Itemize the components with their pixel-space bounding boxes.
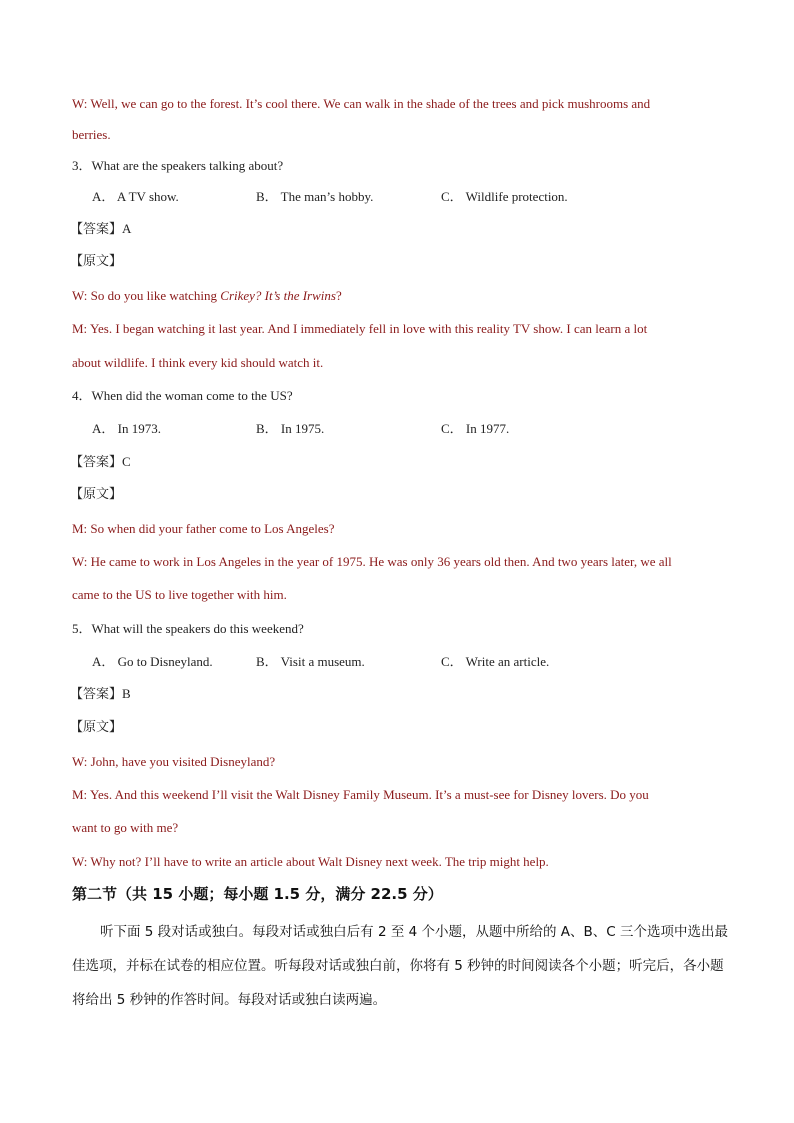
answer-tag (70, 686, 131, 703)
transcript-line: W: John, have you visited Disneyland? (72, 754, 276, 769)
transcript-line: about wildlife. I think every kid should watch it. (72, 355, 324, 370)
transcript-line: M: Yes. I began watching it last year. And I immediately fell in love with this reality TV show. I can learn a lot (72, 321, 648, 336)
question-4: 4．When did the woman come to the US? (72, 388, 293, 403)
transcript-line: W: Why not? I’ll have to write an article about Walt Disney next week. The trip might help. (72, 854, 549, 869)
answer-value: B (122, 686, 131, 701)
question-4-option-a: A． In 1973. (92, 421, 161, 436)
section-instructions: 听下面 5 段对话或独白。每段对话或独白后有 2 至 4 个小题，从题中所给的 A、B、C 三个选项中选出最佳选项，并标在试卷的相应位置。听每段对话或独白前，你将有 5 秒钟的时间阅读各个小题；听完后，各小题将给出 5 秒钟的作答时间。每段对话或独白读两遍。 (72, 924, 729, 1008)
answer-value: C (122, 454, 131, 469)
answer-label: 【答案】 (70, 455, 123, 470)
transcript-tag: 【原文】 (70, 254, 123, 269)
transcript-tag: 【原文】 (70, 487, 123, 502)
question-5: 5．What will the speakers do this weekend? (72, 621, 304, 636)
question-4-option-b: B． In 1975. (256, 421, 325, 436)
question-5-option-b: B． Visit a museum. (256, 654, 365, 669)
transcript-line: came to the US to live together with him. (72, 587, 287, 602)
transcript-suffix: ? (335, 288, 342, 303)
question-3-option-b: B． The man’s hobby. (256, 189, 374, 204)
dialogue-line: W: Well, we can go to the forest. It’s cool there. We can walk in the shade of the trees and pick mushrooms and (72, 96, 651, 111)
transcript-line (72, 288, 342, 304)
answer-label: 【答案】 (70, 687, 123, 702)
transcript-line: W: He came to work in Los Angeles in the year of 1975. He was only 36 years old then. And two years later, we all (72, 554, 672, 569)
question-3: 3．What are the speakers talking about? (72, 158, 284, 173)
answer-tag (70, 221, 131, 238)
answer-tag (70, 454, 131, 471)
question-5-option-a: A． Go to Disneyland. (92, 654, 213, 669)
dialogue-line: berries. (72, 127, 111, 142)
question-3-option-a: A． A TV show. (92, 189, 179, 204)
answer-value: A (122, 221, 132, 236)
show-title: Crikey? It’s the Irwins (220, 288, 336, 303)
question-4-option-c: C． In 1977. (441, 421, 510, 436)
answer-label: 【答案】 (70, 222, 123, 237)
question-5-option-c: C． Write an article. (441, 654, 550, 669)
transcript-line: M: Yes. And this weekend I’ll visit the Walt Disney Family Museum. It’s a must-see for Disney lovers. Do you (72, 787, 649, 802)
section-title: 第二节（共 15 小题；每小题 1.5 分，满分 22.5 分） (72, 885, 443, 903)
transcript-line: want to go with me? (72, 820, 179, 835)
question-3-option-c: C． Wildlife protection. (441, 189, 568, 204)
transcript-prefix: W: So do you like watching (72, 288, 221, 303)
transcript-tag: 【原文】 (70, 720, 123, 735)
transcript-line: M: So when did your father come to Los Angeles? (72, 521, 335, 536)
